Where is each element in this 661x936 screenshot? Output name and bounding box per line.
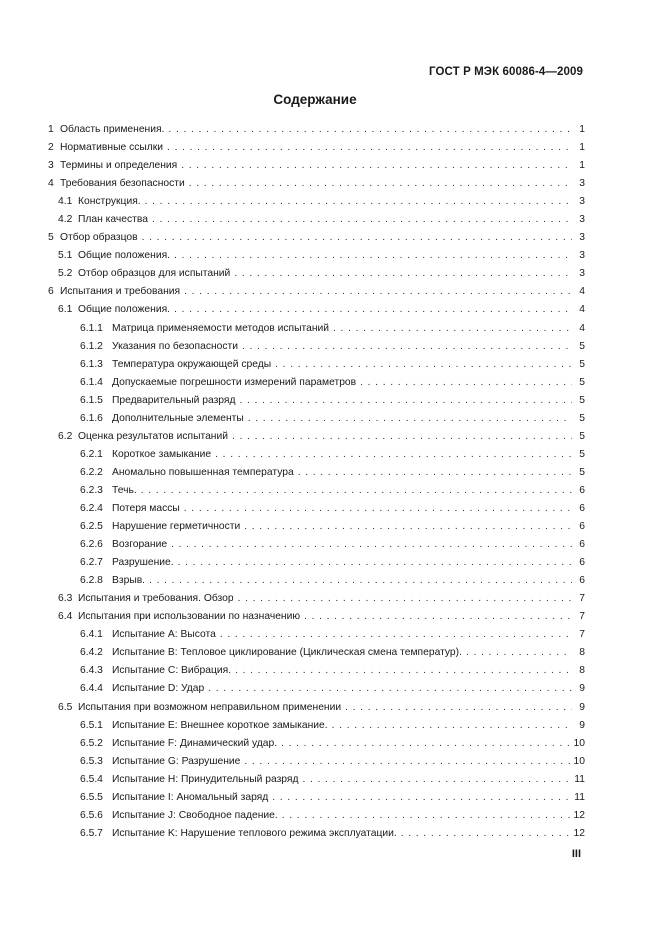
toc-leader-dots <box>401 825 571 843</box>
toc-entry-page: 4 <box>579 304 585 316</box>
toc-entry[interactable] <box>48 807 585 825</box>
toc-title: Содержание <box>273 92 357 107</box>
toc-entry[interactable] <box>48 374 585 392</box>
toc-leader-dots <box>234 265 572 283</box>
toc-entry-page: 5 <box>579 340 585 352</box>
toc-leader-dots <box>275 356 572 374</box>
toc-entry-page: 8 <box>579 647 585 659</box>
toc-entry[interactable] <box>48 193 585 211</box>
toc-entry[interactable] <box>48 554 585 572</box>
toc-leader-dots <box>167 139 572 157</box>
toc-leader-dots <box>184 283 572 301</box>
toc-entry-title: Испытание C: Вибрация. <box>112 665 232 677</box>
toc-entry[interactable] <box>48 139 585 157</box>
toc-entry-title: Потеря массы <box>112 502 180 514</box>
toc-entry-page: 6 <box>579 575 585 587</box>
toc-entry-page: 6 <box>579 484 585 496</box>
toc-entry[interactable] <box>48 356 585 374</box>
toc-entry-title: Нарушение герметичности <box>112 521 241 533</box>
toc-entry-title: Испытание G: Разрушение <box>112 755 241 767</box>
toc-entry-title: План качества <box>78 214 148 226</box>
toc-entry-page: 11 <box>574 791 585 803</box>
toc-entry[interactable] <box>48 536 585 554</box>
toc-entry-number: 6.2 <box>58 430 73 442</box>
toc-leader-dots <box>220 626 572 644</box>
toc-entry-page: 1 <box>579 160 585 172</box>
toc-leader-dots <box>360 374 572 392</box>
toc-leader-dots <box>281 735 570 753</box>
toc-entry-title: Испытание K: Нарушение теплового режима эксплуатации. <box>112 827 397 839</box>
toc-entry[interactable] <box>48 771 585 789</box>
toc-entry-page: 6 <box>579 539 585 551</box>
toc-entry-title: Общие положения. <box>78 250 171 262</box>
toc-entry-number: 6.1.1 <box>80 322 103 334</box>
toc-entry-page: 12 <box>573 809 585 821</box>
toc-entry-title: Оценка результатов испытаний <box>78 430 228 442</box>
toc-entry-number: 2 <box>48 142 54 154</box>
toc-entry-title: Испытание J: Свободное падение. <box>112 809 278 821</box>
toc-leader-dots <box>168 121 572 139</box>
toc-entry-title: Короткое замыкание <box>112 448 212 460</box>
toc-entry[interactable] <box>48 121 585 139</box>
toc-entry-title: Отбор образцов для испытаний <box>78 268 231 280</box>
toc-entry[interactable] <box>48 301 585 319</box>
toc-entry-number: 6.4.1 <box>80 629 103 641</box>
toc-leader-dots <box>332 717 572 735</box>
toc-entry-page: 3 <box>579 196 585 208</box>
toc-leader-dots <box>149 572 572 590</box>
toc-entry-number: 6.2.8 <box>80 575 103 587</box>
toc-entry[interactable] <box>48 753 585 771</box>
toc-entry-number: 4.2 <box>58 214 73 226</box>
toc-entry-number: 5 <box>48 232 54 244</box>
toc-leader-dots <box>242 338 572 356</box>
toc-entry-page: 3 <box>579 178 585 190</box>
toc-entry-page: 5 <box>579 376 585 388</box>
toc-entry-number: 6.1.5 <box>80 394 103 406</box>
toc-leader-dots <box>272 789 571 807</box>
toc-leader-dots <box>178 554 572 572</box>
toc-leader-dots <box>248 410 572 428</box>
toc-entry-page: 5 <box>579 466 585 478</box>
toc-entry[interactable] <box>48 283 585 301</box>
toc-entry-title: Испытание F: Динамический удар. <box>112 737 278 749</box>
toc-entry-page: 6 <box>579 502 585 514</box>
toc-leader-dots <box>174 247 572 265</box>
toc-entry[interactable] <box>48 446 585 464</box>
toc-entry-title: Течь. <box>112 484 137 496</box>
toc-leader-dots <box>298 464 572 482</box>
toc-leader-dots <box>152 211 572 229</box>
toc-leader-dots <box>282 807 571 825</box>
toc-entry-title: Аномально повышенная температура <box>112 466 294 478</box>
toc-entry-title: Общие положения. <box>78 304 171 316</box>
toc-entry-page: 6 <box>579 521 585 533</box>
toc-entry-page: 5 <box>579 412 585 424</box>
toc-leader-dots <box>466 644 572 662</box>
toc-leader-dots <box>174 301 572 319</box>
toc-entry[interactable] <box>48 265 585 283</box>
toc-leader-dots <box>235 662 572 680</box>
toc-entry-page: 7 <box>579 593 585 605</box>
toc-entry-page: 4 <box>579 322 585 334</box>
toc-leader-dots <box>244 753 570 771</box>
toc-entry[interactable] <box>48 211 585 229</box>
toc-entry-title: Термины и определения <box>60 160 178 172</box>
toc-entry-page: 5 <box>579 430 585 442</box>
toc-entry-page: 7 <box>579 629 585 641</box>
toc-entry-title: Испытание E: Внешнее короткое замыкание. <box>112 719 328 731</box>
toc-entry-page: 8 <box>579 665 585 677</box>
toc-entry-title: Дополнительные элементы <box>112 412 244 424</box>
toc-entry-page: 1 <box>579 124 585 135</box>
toc-entry-number: 6.1.2 <box>80 340 103 352</box>
toc-entry-title: Допускаемые погрешности измерений параметров <box>112 376 357 388</box>
toc-entry[interactable] <box>48 699 585 717</box>
toc-entry-title: Взрыв. <box>112 575 146 587</box>
toc-entry-number: 6.4.2 <box>80 647 103 659</box>
toc-entry[interactable] <box>48 680 585 698</box>
toc-entry[interactable] <box>48 626 585 644</box>
page-number: III <box>571 848 581 860</box>
toc-entry-title: Испытания при использовании по назначению <box>78 611 301 623</box>
toc-entry[interactable] <box>48 320 585 338</box>
toc-entry-number: 6.5.1 <box>80 719 103 731</box>
toc-entry-number: 6.5.2 <box>80 737 103 749</box>
toc-entry-title: Температура окружающей среды <box>112 358 272 370</box>
toc-entry-number: 6.5 <box>58 701 73 713</box>
toc-leader-dots <box>215 446 572 464</box>
toc-entry[interactable] <box>48 247 585 265</box>
toc-entry-page: 10 <box>573 755 585 767</box>
toc-leader-dots <box>232 428 572 446</box>
toc-entry[interactable] <box>48 229 585 247</box>
toc-leader-dots <box>238 590 572 608</box>
toc-entry[interactable] <box>48 789 585 807</box>
toc-entry[interactable] <box>48 825 585 843</box>
toc-leader-dots <box>244 518 572 536</box>
toc-entry-page: 9 <box>579 719 585 731</box>
toc-entry[interactable] <box>48 428 585 446</box>
toc-entry-title: Разрушение. <box>112 557 174 569</box>
toc-entry-number: 6.4.4 <box>80 683 103 695</box>
toc-entry-number: 6 <box>48 286 54 298</box>
toc-entry-number: 6.5.4 <box>80 773 103 785</box>
toc-leader-dots <box>208 680 572 698</box>
toc-entry-number: 1 <box>48 124 54 135</box>
toc-entry-number: 5.2 <box>58 268 73 280</box>
toc-entry-title: Отбор образцов <box>60 232 138 244</box>
toc-entry-title: Испытания при возможном неправильном применении <box>78 701 342 713</box>
toc-entry[interactable] <box>48 392 585 410</box>
toc-entry-page: 3 <box>579 232 585 244</box>
toc-entry-number: 6.4.3 <box>80 665 103 677</box>
toc-entry[interactable] <box>48 175 585 193</box>
toc-entry-number: 6.5.7 <box>80 827 103 839</box>
toc-entry-page: 1 <box>579 142 585 154</box>
toc-leader-dots <box>141 482 572 500</box>
toc-entry-title: Указания по безопасности <box>112 340 239 352</box>
toc-leader-dots <box>240 392 572 410</box>
toc-entry-title: Конструкция. <box>78 196 141 208</box>
toc-leader-dots <box>181 157 572 175</box>
toc-entry-page: 9 <box>579 683 585 695</box>
toc-entry-title: Область применения. <box>60 124 165 135</box>
table-of-contents <box>48 121 585 843</box>
toc-leader-dots <box>302 771 571 789</box>
toc-entry-number: 6.5.6 <box>80 809 103 821</box>
toc-entry-title: Матрица применяемости методов испытаний <box>112 322 330 334</box>
toc-entry-page: 7 <box>579 611 585 623</box>
toc-entry-number: 6.1 <box>58 304 73 316</box>
toc-entry-number: 6.2.6 <box>80 539 103 551</box>
toc-entry-title: Испытание A: Высота <box>112 629 216 641</box>
toc-entry-number: 6.2.1 <box>80 448 103 460</box>
toc-entry-page: 5 <box>579 358 585 370</box>
toc-entry-title: Нормативные ссылки <box>60 142 164 154</box>
toc-entry[interactable] <box>48 338 585 356</box>
toc-entry-number: 3 <box>48 160 54 172</box>
toc-entry[interactable] <box>48 464 585 482</box>
toc-entry-number: 6.2.5 <box>80 521 103 533</box>
toc-entry-page: 6 <box>579 557 585 569</box>
toc-entry-page: 9 <box>579 701 585 713</box>
toc-entry-page: 11 <box>574 773 585 785</box>
toc-entry-title: Предварительный разряд <box>112 394 236 406</box>
toc-entry[interactable] <box>48 518 585 536</box>
toc-entry-number: 6.4 <box>58 611 73 623</box>
toc-entry-number: 6.5.3 <box>80 755 103 767</box>
toc-entry-page: 12 <box>573 827 585 839</box>
toc-entry-number: 6.3 <box>58 593 73 605</box>
toc-entry-title: Испытание H: Принудительный разряд <box>112 773 299 785</box>
toc-leader-dots <box>184 500 572 518</box>
toc-entry-number: 6.2.2 <box>80 466 103 478</box>
toc-entry-title: Возгорание <box>112 539 168 551</box>
toc-entry-number: 4 <box>48 178 54 190</box>
toc-entry-page: 5 <box>579 448 585 460</box>
toc-leader-dots <box>142 229 572 247</box>
toc-entry-number: 6.2.3 <box>80 484 103 496</box>
toc-entry[interactable] <box>48 572 585 590</box>
toc-entry-number: 6.1.4 <box>80 376 103 388</box>
toc-entry[interactable] <box>48 590 585 608</box>
toc-leader-dots <box>304 608 572 626</box>
toc-leader-dots <box>145 193 572 211</box>
toc-entry-number: 6.5.5 <box>80 791 103 803</box>
document-code: ГОСТ Р МЭК 60086-4—2009 <box>429 66 583 78</box>
toc-entry[interactable] <box>48 157 585 175</box>
toc-entry-number: 6.2.4 <box>80 502 103 514</box>
toc-entry-number: 6.2.7 <box>80 557 103 569</box>
toc-entry-page: 10 <box>573 737 585 749</box>
toc-entry[interactable] <box>48 644 585 662</box>
toc-entry[interactable] <box>48 608 585 626</box>
toc-entry[interactable] <box>48 735 585 753</box>
toc-entry-page: 3 <box>579 214 585 226</box>
toc-entry[interactable] <box>48 410 585 428</box>
toc-entry-page: 4 <box>579 286 585 298</box>
toc-entry-page: 3 <box>579 250 585 262</box>
toc-entry-title: Испытание I: Аномальный заряд <box>112 791 269 803</box>
toc-entry-title: Испытание B: Тепловое циклирование (Циклическая смена температур). <box>112 647 462 659</box>
toc-leader-dots <box>345 699 572 717</box>
toc-entry[interactable] <box>48 482 585 500</box>
toc-entry-page: 5 <box>579 394 585 406</box>
toc-entry-title: Испытания и требования <box>60 286 181 298</box>
toc-leader-dots <box>333 320 572 338</box>
toc-entry-number: 5.1 <box>58 250 73 262</box>
toc-entry[interactable] <box>48 500 585 518</box>
toc-entry-page: 3 <box>579 268 585 280</box>
toc-leader-dots <box>171 536 572 554</box>
toc-entry[interactable] <box>48 662 585 680</box>
toc-entry-title: Требования безопасности <box>60 178 185 190</box>
toc-leader-dots <box>189 175 572 193</box>
toc-entry-title: Испытания и требования. Обзор <box>78 593 234 605</box>
toc-entry[interactable] <box>48 717 585 735</box>
toc-entry-number: 6.1.6 <box>80 412 103 424</box>
toc-entry-number: 6.1.3 <box>80 358 103 370</box>
toc-entry-title: Испытание D: Удар <box>112 683 205 695</box>
toc-entry-number: 4.1 <box>58 196 73 208</box>
